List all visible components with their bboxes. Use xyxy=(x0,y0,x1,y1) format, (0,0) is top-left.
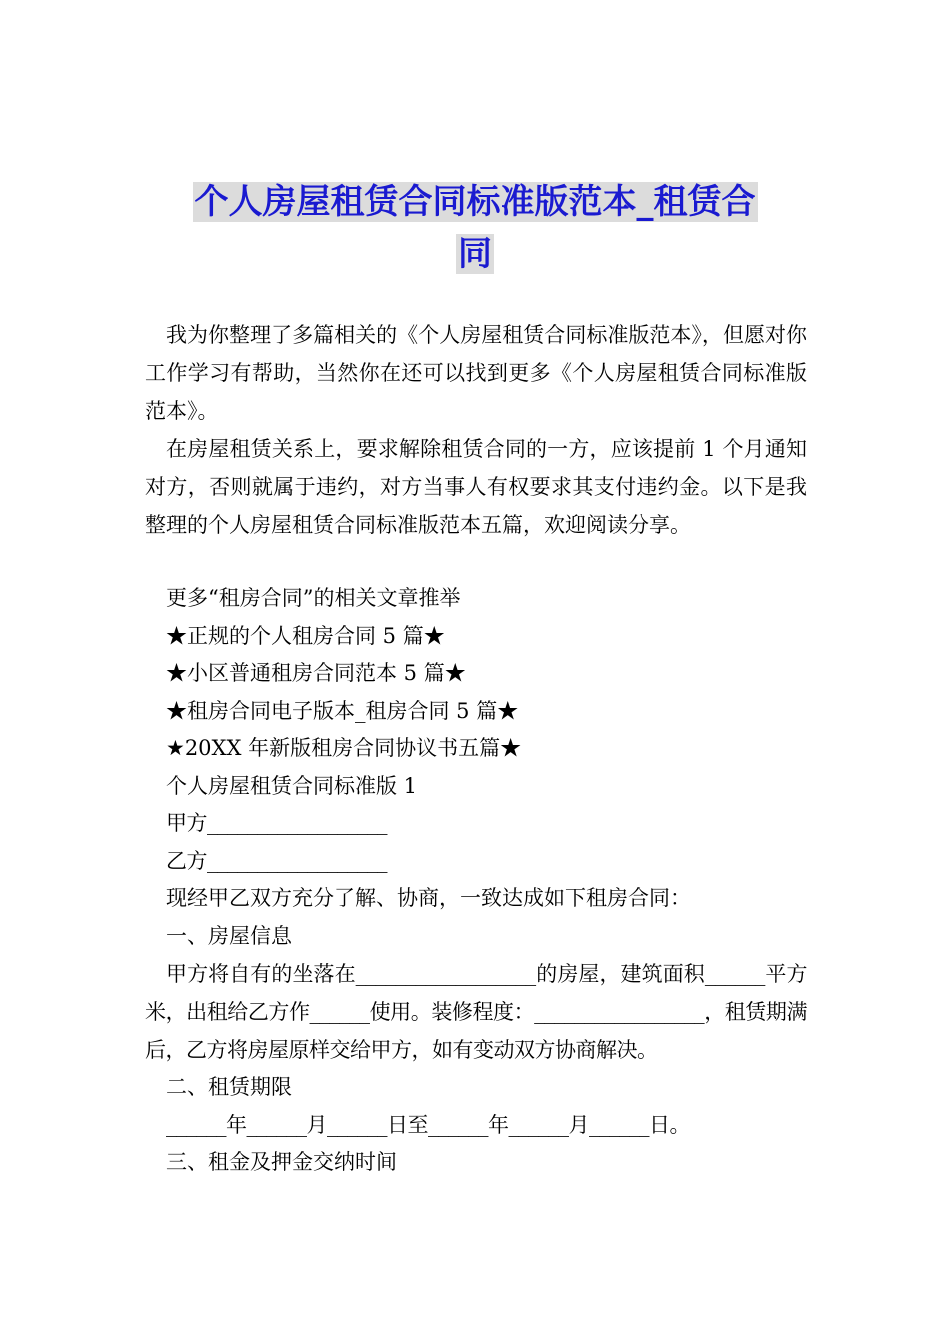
spacer xyxy=(145,544,807,580)
document-body xyxy=(145,316,807,1182)
related-link[interactable]: ★租房合同电子版本_租房合同 5 篇★ xyxy=(166,698,519,723)
related-link[interactable]: ★小区普通租房合同范本 5 篇★ xyxy=(166,661,466,685)
title-line-2: 同 xyxy=(458,234,492,274)
intro-paragraph-1: 我为你整理了多篇相关的《个人房屋租赁合同标准版范本》，但愿对你工作学习有帮助，当然你在还可以找到更多《个人房屋租赁合同标准版范本》。 xyxy=(145,323,807,423)
section-heading-3: 三、租金及押金交纳时间 xyxy=(166,1150,397,1174)
section-heading-1: 一、房屋信息 xyxy=(166,923,292,948)
title-line-1: 个人房屋租赁合同标准版范本_租赁合 xyxy=(194,182,756,222)
related-link[interactable]: ★正规的个人租房合同 5 篇★ xyxy=(166,623,445,648)
related-link[interactable]: ★20XX 年新版租房合同协议书五篇★ xyxy=(166,736,522,760)
section-1-body: 甲方将自有的坐落在__________________的房屋，建筑面积______平方米，出租给乙方作______使用。装修程度：_________________，租赁期满后，乙方将房屋原样交给甲方，如有变动双方协商解决。 xyxy=(145,962,807,1062)
related-heading: 更多“租房合同”的相关文章推举 xyxy=(166,586,461,610)
section-2-body: ______年______月______日至______年______月______日。 xyxy=(166,1112,690,1137)
section-heading-2: 二、租赁期限 xyxy=(166,1075,292,1099)
party-a-line: 甲方__________________ xyxy=(166,811,387,835)
party-b-line: 乙方__________________ xyxy=(166,848,387,873)
contract-title: 个人房屋租赁合同标准版 1 xyxy=(166,773,418,798)
intro-paragraph-2: 在房屋租赁关系上，要求解除租赁合同的一方，应该提前 1 个月通知对方，否则就属于违约，对方当事人有权要求其支付违约金。以下是我整理的个人房屋租赁合同标准版范本五篇，欢迎阅读分享。 xyxy=(145,437,807,537)
contract-preamble: 现经甲乙双方充分了解、协商，一致达成如下租房合同： xyxy=(166,886,691,910)
document-title xyxy=(140,176,810,280)
